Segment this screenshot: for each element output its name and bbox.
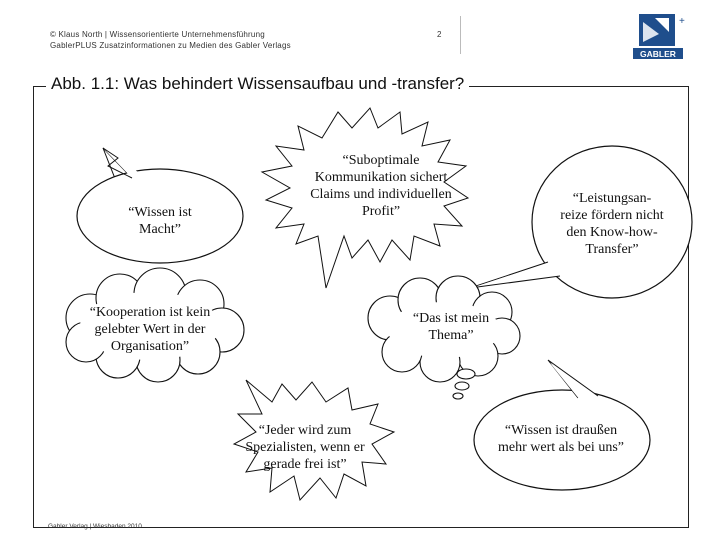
logo-text: GABLER: [640, 49, 676, 59]
bubble-spezialisten-text: “Jeder wird zum Spezialisten, wenn er gerade frei ist”: [245, 423, 365, 472]
bubble-kooperation-text: “Kooperation ist kein gelebter Wert in der Organisation”: [89, 305, 211, 354]
figure-title: Abb. 1.1: Was behindert Wissensaufbau und -transfer?: [46, 74, 469, 94]
footer-text: Gabler Verlag | Wiesbaden 2010: [48, 523, 142, 530]
bubble-draussen-text: “Wissen ist draußen mehr wert als bei uns”: [498, 423, 624, 455]
header-subtitle: GablerPLUS Zusatzinformationen zu Medien des Gabler Verlags: [50, 41, 291, 50]
bubble-kommunikation-text: “Suboptimale Kommunikation sichert Claims und individuellen Profit”: [310, 153, 452, 219]
page-number: 2: [437, 30, 442, 39]
bubble-thema-text: “Das ist mein Thema”: [412, 311, 490, 343]
bubble-leistungsanreize-text: “Leistungsan-reize fördern nicht den Know-how-Transfer”: [560, 191, 664, 257]
bubble-macht-text: “Wissen ist Macht”: [128, 205, 192, 237]
svg-text:+: +: [679, 16, 685, 27]
header-copyright: © Klaus North | Wissensorientierte Unternehmensführung: [50, 30, 265, 39]
